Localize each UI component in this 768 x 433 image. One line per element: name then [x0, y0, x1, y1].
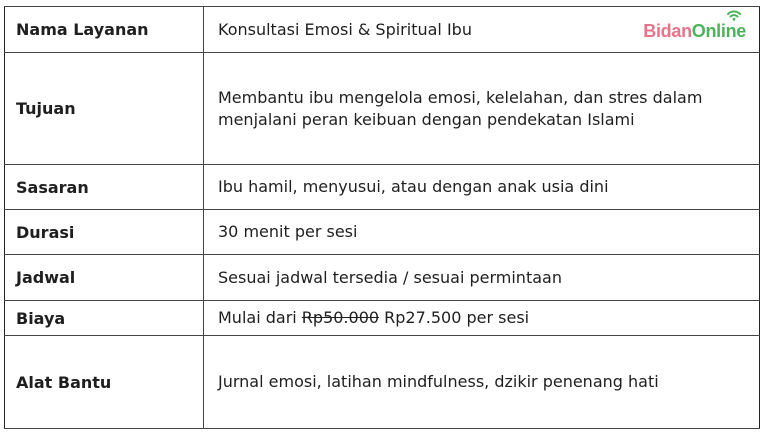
row-value-jadwal: Sesuai jadwal tersedia / sesuai permintaan [204, 255, 760, 301]
row-value-durasi: 30 menit per sesi [204, 210, 760, 255]
row-label-sasaran: Sasaran [5, 165, 204, 210]
bidan-online-logo [643, 21, 746, 42]
row-value-alat-bantu: Jurnal emosi, latihan mindfulness, dzikir penenang hati [204, 336, 760, 429]
table-row [5, 210, 760, 255]
wifi-icon [726, 9, 742, 21]
row-label-durasi: Durasi [5, 210, 204, 255]
service-info-card [4, 6, 760, 428]
new-price: Rp27.500 per sesi [379, 308, 530, 327]
row-label-nama-layanan: Nama Layanan [5, 7, 204, 53]
row-value-sasaran: Ibu hamil, menyusui, atau dengan anak usia dini [204, 165, 760, 210]
logo-text-online [692, 21, 746, 41]
price-prefix: Mulai dari [218, 308, 302, 327]
row-value-nama-layanan: Konsultasi Emosi & Spiritual Ibu [204, 7, 760, 53]
table-row [5, 301, 760, 336]
row-value-biaya [204, 301, 760, 336]
logo-text-bidan: Bidan [643, 21, 692, 41]
row-value-tujuan: Membantu ibu mengelola emosi, kelelahan, dan stres dalam menjalani peran keibuan dengan pendekatan Islami [204, 53, 760, 165]
table-row [5, 53, 760, 165]
row-label-jadwal: Jadwal [5, 255, 204, 301]
table-row [5, 165, 760, 210]
row-label-alat-bantu: Alat Bantu [5, 336, 204, 429]
table-row [5, 336, 760, 429]
logo-text-online-label: Online [691, 21, 746, 41]
old-price: Rp50.000 [301, 308, 380, 327]
table-row [5, 255, 760, 301]
row-label-biaya: Biaya [5, 301, 204, 336]
service-info-table [4, 6, 760, 429]
row-label-tujuan: Tujuan [5, 53, 204, 165]
